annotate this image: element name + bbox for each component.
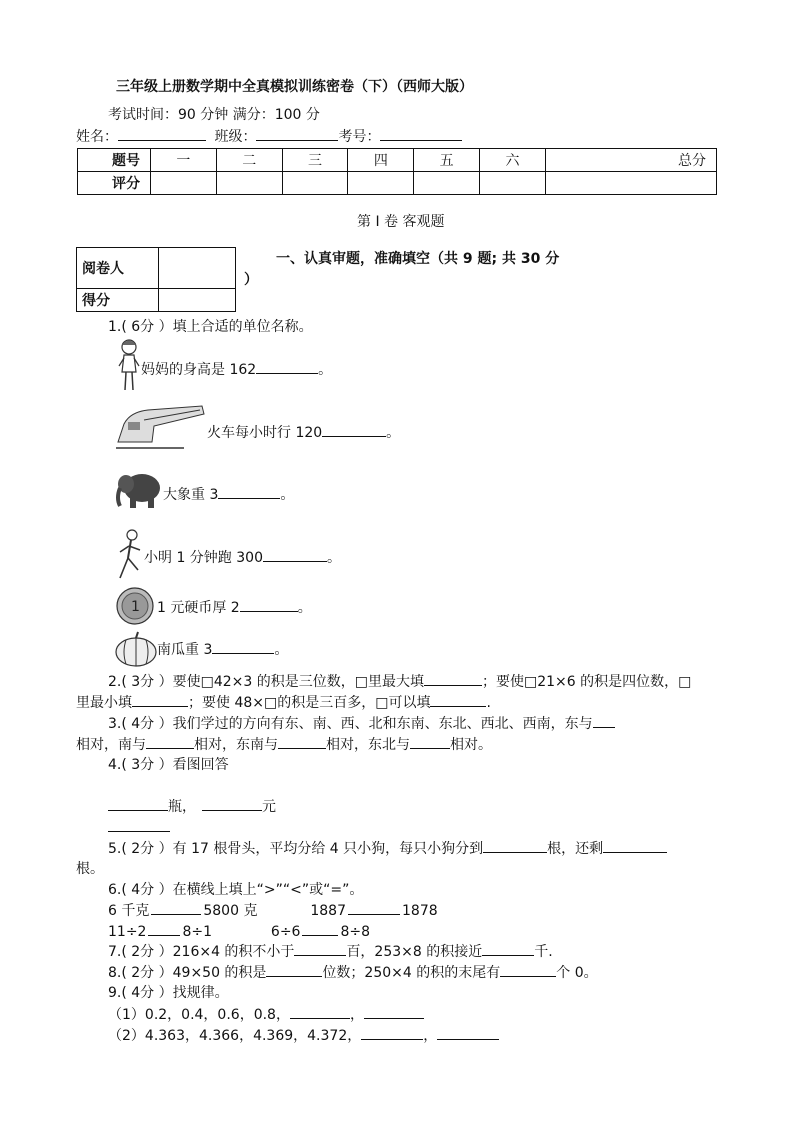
q4-head: 4.( 3分 ）看图回答 [108,757,229,773]
q8-text: 位数；250×4 的积的末尾有 [322,965,501,981]
q1-item-suffix: 。 [274,642,289,658]
answer-blank[interactable] [108,797,168,811]
q3-line1 [108,714,615,733]
q5-line1 [108,839,667,858]
q6-head: 6.( 4分 ）在横线上填上“>”“<”或“=”。 [108,882,364,898]
class-blank[interactable] [256,127,338,141]
answer-blank[interactable] [202,797,262,811]
train-icon [114,402,206,454]
q9-text: （1）0.2，0.4，0.6，0.8， [108,1007,290,1023]
q1-item-text: 妈妈的身高是 162 [141,362,257,378]
id-label: 考号： [338,129,381,145]
score-input-cell[interactable] [414,172,480,195]
q8-text: 8.( 2分 ）49×50 的积是 [108,965,267,981]
q4-unit: 元 [262,799,276,815]
girl-icon [116,338,142,394]
answer-blank[interactable] [212,640,274,654]
q2-line1 [108,672,691,691]
table-cell: 六 [480,149,546,172]
answer-blank[interactable] [240,598,298,612]
q6-expr: 5800 克 [203,903,258,919]
q3-text: 相对，东南与 [194,737,278,753]
q1-item-3 [163,485,294,504]
table-cell: 一 [151,149,217,172]
grader-input[interactable] [159,248,236,289]
answer-blank[interactable] [361,1026,423,1040]
q1-item-text: 大象重 3 [163,487,219,503]
answer-blank[interactable] [348,901,400,915]
table-cell: 题号 [78,149,151,172]
score-input-cell[interactable] [480,172,546,195]
name-label: 姓名： [76,129,118,145]
q4-unit: 瓶， [168,799,196,815]
name-blank[interactable] [118,127,206,141]
table-cell: 五 [414,149,480,172]
q6-expr: 8÷1 [182,924,212,940]
answer-blank[interactable] [593,714,615,728]
q7-text: 百，253×8 的积接近 [346,944,483,960]
q9-head: 9.( 4分 ）找规律。 [108,985,229,1001]
answer-blank[interactable] [108,818,170,832]
elephant-icon [114,468,162,512]
q3-text: 3.( 4分 ）我们学过的方向有东、南、西、北和东南、东北、西北、西南，东与 [108,716,593,732]
table-cell: 评分 [78,172,151,195]
q6-expr: 1887 [310,903,346,919]
q2-text: 2.( 3分 ）要使□42×3 的积是三位数，□里最大填 [108,674,424,690]
q3-text: 相对，东北与 [326,737,410,753]
q8-line [108,963,598,982]
q5-text: 5.( 2分 ）有 17 根骨头，平均分给 4 只小狗，每只小狗分到 [108,841,484,857]
q1-item-2 [207,423,400,442]
answer-blank[interactable] [410,735,450,749]
score-label: 得分 [77,289,159,312]
answer-blank[interactable] [290,1005,350,1019]
answer-blank[interactable] [151,901,201,915]
answer-blank[interactable] [266,963,322,977]
q1-item-suffix: 。 [297,600,312,616]
q4-extra-line [108,818,170,837]
q1-item-4 [144,548,341,567]
answer-blank[interactable] [294,942,346,956]
answer-blank[interactable] [482,942,534,956]
part1-title: 一、认真审题，准确填空（共 9 题; 共 30 分 [276,251,560,267]
answer-blank[interactable] [437,1026,499,1040]
q8-text: 个 0。 [556,965,598,981]
q2-text: 里最小填 [76,695,132,711]
score-input[interactable] [159,289,236,312]
score-table-score-row [78,172,717,195]
answer-blank[interactable] [603,839,667,853]
q1-item-suffix: 。 [318,362,333,378]
q9-sub1 [108,1005,424,1024]
q9-text: ， [349,1007,364,1023]
grader-table [76,247,236,312]
score-input-cell[interactable] [282,172,348,195]
q9-text: ， [423,1028,438,1044]
q5-text: 根，还剩 [547,841,604,857]
volume-title: 第 I 卷 客观题 [357,214,445,230]
q6-expr: 11÷2 [108,924,147,940]
svg-text:1: 1 [131,599,140,615]
q3-line2 [76,735,492,754]
runner-icon [114,528,146,582]
grader-label: 阅卷人 [77,248,159,289]
score-input-cell[interactable] [151,172,217,195]
q6-expr: 6÷6 [270,924,301,940]
table-cell: 二 [216,149,282,172]
id-blank[interactable] [380,127,462,141]
answer-blank[interactable] [256,360,318,374]
answer-blank[interactable] [148,922,180,936]
q1-item-text: 小明 1 分钟跑 300 [144,550,263,566]
answer-blank[interactable] [278,735,326,749]
q1-item-text: 火车每小时行 120 [207,425,323,441]
q4-answers [108,797,276,816]
answer-blank[interactable] [500,963,556,977]
q6-expr: 8÷8 [340,924,370,940]
score-input-cell[interactable] [216,172,282,195]
score-input-cell[interactable] [348,172,414,195]
q6-row1 [108,901,438,920]
pumpkin-icon [114,630,158,668]
q6-row2 [108,922,370,941]
q1-item-suffix: 。 [386,425,401,441]
table-cell: 四 [348,149,414,172]
q1-item-text: 1 元硬币厚 2 [157,600,240,616]
answer-blank[interactable] [483,839,547,853]
table-cell: 三 [282,149,348,172]
class-label: 班级： [214,129,257,145]
q2-text: ；要使□21×6 的积是四位数，□ [481,674,692,690]
table-cell: 总分 [545,149,716,172]
q1-item-6 [157,640,288,659]
q1-item-1 [141,360,332,379]
part1-title-end: ） [244,272,258,288]
q2-text: . [486,695,491,711]
q1-item-suffix: 。 [326,550,341,566]
score-input-cell[interactable] [545,172,716,195]
answer-blank[interactable] [322,423,386,437]
q5-line2: 根。 [76,861,104,877]
score-table-header-row [78,149,717,172]
q9-text: （2）4.363，4.366，4.369，4.372， [108,1028,362,1044]
answer-blank[interactable] [146,735,194,749]
q1-item-5 [157,598,312,617]
score-table [77,148,717,195]
answer-blank[interactable] [218,485,280,499]
answer-blank[interactable] [302,922,338,936]
q6-expr: 6 千克 [108,903,150,919]
q6-expr: 1878 [402,903,438,919]
q1-head: 1.( 6分 ）填上合适的单位名称。 [108,319,313,335]
answer-blank[interactable] [263,548,327,562]
answer-blank[interactable] [430,693,486,707]
exam-info: 考试时间：90 分钟 满分：100 分 [108,107,320,123]
q3-text: 相对，南与 [76,737,146,753]
page-title: 三年级上册数学期中全真模拟训练密卷（下）（西师大版） [116,79,473,95]
q1-item-text: 南瓜重 3 [157,642,213,658]
q7-line [108,942,553,961]
q3-text: 相对。 [450,737,492,753]
q2-text: ；要使 48×□的积是三百多，□可以填 [188,695,431,711]
q7-text: 7.( 2分 ）216×4 的积不小于 [108,944,295,960]
student-info-line [76,127,462,146]
q7-text: 千. [534,944,553,960]
q2-line2 [76,693,491,712]
q9-sub2 [108,1026,499,1045]
coin-icon [114,586,156,626]
q1-item-suffix: 。 [280,487,295,503]
answer-blank[interactable] [424,672,482,686]
answer-blank[interactable] [132,693,188,707]
answer-blank[interactable] [364,1005,424,1019]
